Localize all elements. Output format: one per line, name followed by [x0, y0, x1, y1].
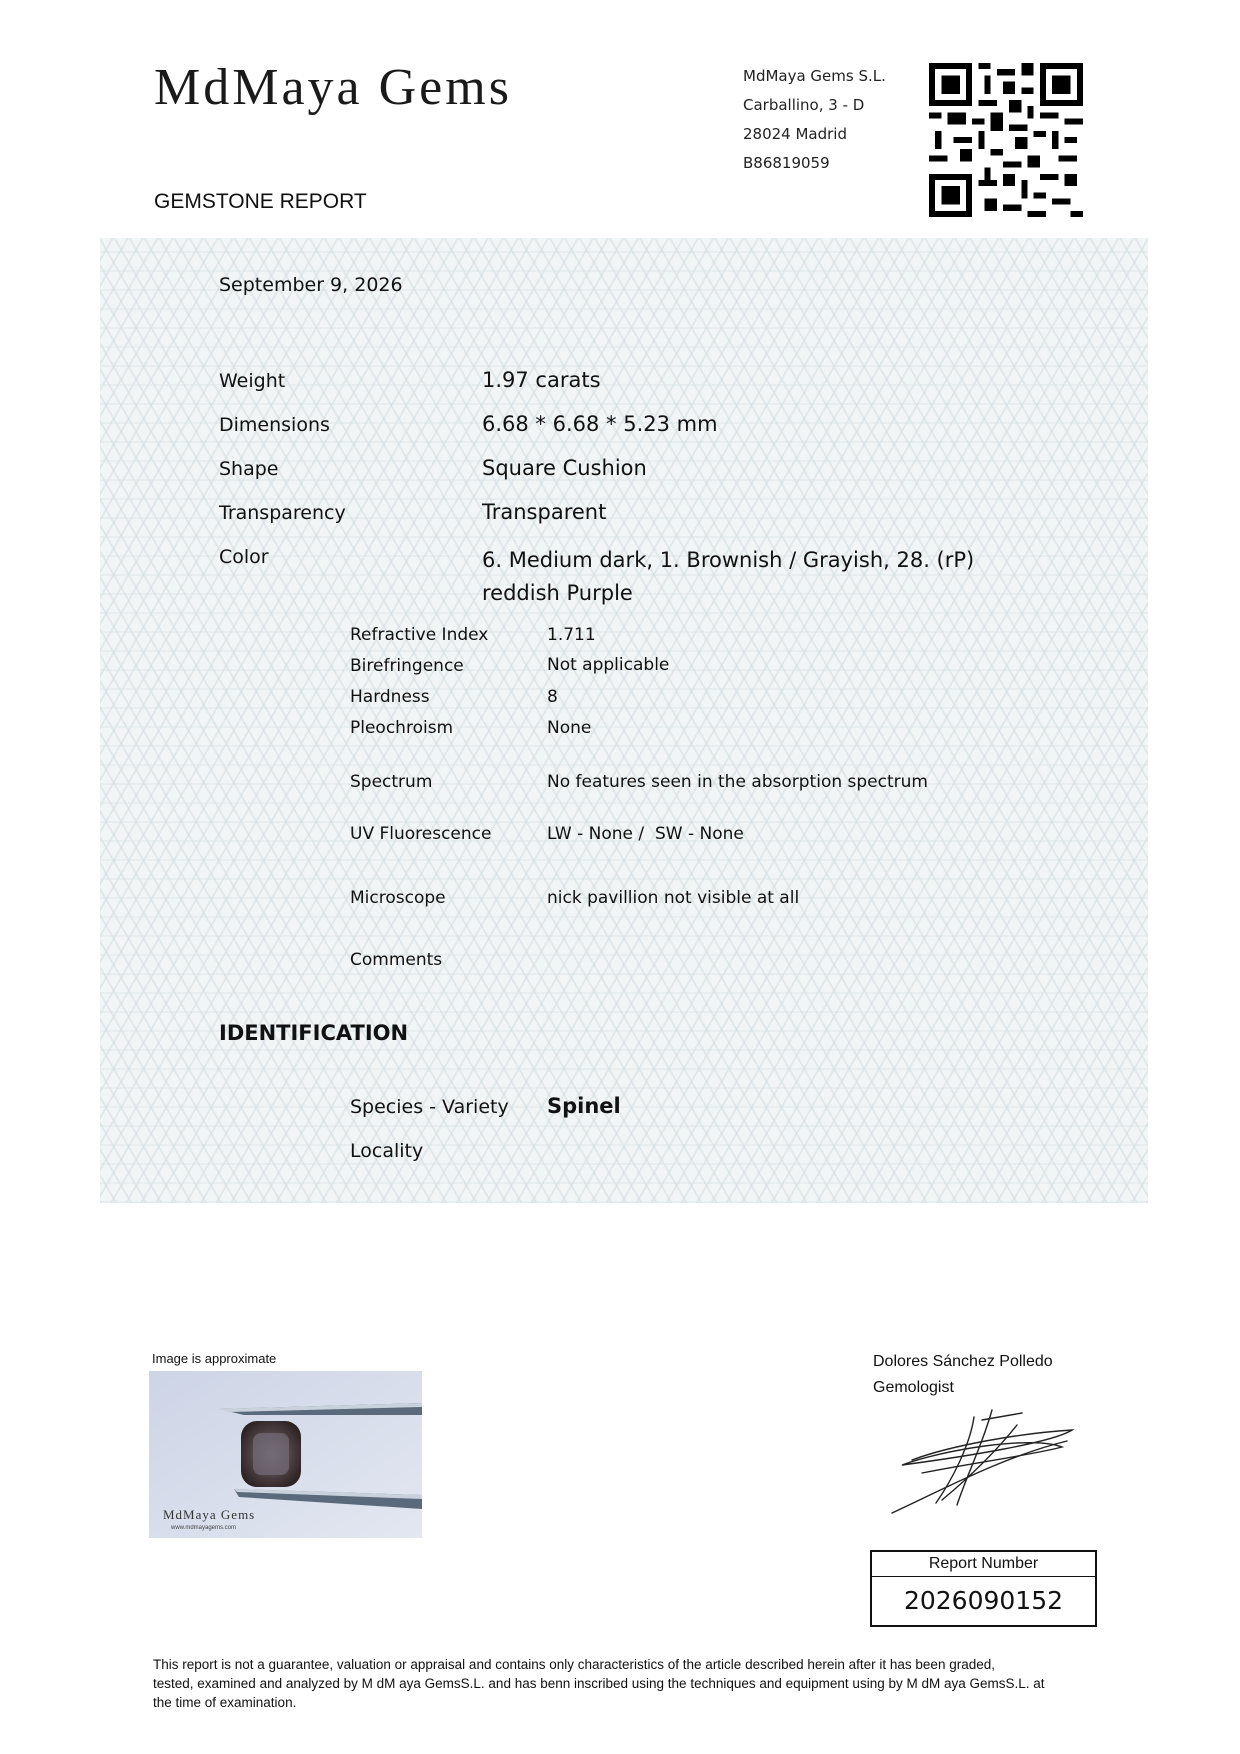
hardness-label: Hardness [350, 687, 430, 707]
disclaimer-line-1: This report is not a guarantee, valuation or appraisal and contains only characteristics of the article described herein after it has been graded, [153, 1657, 995, 1672]
locality-label: Locality [350, 1140, 424, 1162]
pleochroism-label: Pleochroism [350, 718, 454, 738]
species-variety-value: Spinel [547, 1094, 621, 1118]
disclaimer-line-3: the time of examination. [153, 1695, 297, 1710]
gemologist-name: Dolores Sánchez Polledo [873, 1353, 1053, 1370]
report-date: September 9, 2026 [219, 274, 403, 296]
uv-fluorescence-label: UV Fluorescence [350, 824, 492, 844]
comments-label: Comments [350, 950, 443, 970]
color-label: Color [219, 546, 269, 568]
report-number-box [870, 1550, 1097, 1627]
spectrum-label: Spectrum [350, 772, 433, 792]
color-value [482, 544, 1042, 610]
photo-url-text: www.mdmayagems.com [171, 1525, 237, 1531]
report-number-value: 2026090152 [903, 1586, 1064, 1615]
company-tax-id: B86819059 [743, 154, 830, 172]
gemstone-photo [149, 1371, 422, 1538]
weight-label: Weight [219, 370, 286, 392]
company-address [743, 62, 886, 178]
birefringence-value: Not applicable [547, 655, 670, 675]
microscope-value: nick pavillion not visible at all [547, 888, 800, 908]
hardness-value: 8 [547, 687, 558, 707]
shape-label: Shape [219, 458, 279, 480]
report-title: GEMSTONE REPORT [154, 190, 367, 213]
transparency-label: Transparency [219, 502, 346, 524]
transparency-value: Transparent [482, 500, 607, 524]
species-variety-label: Species - Variety [350, 1096, 509, 1118]
color-value-line2: reddish Purple [482, 581, 633, 605]
gemologist-title: Gemologist [873, 1379, 954, 1396]
dimensions-label: Dimensions [219, 414, 330, 436]
refractive-index-label: Refractive Index [350, 625, 489, 645]
image-caption: Image is approximate [152, 1351, 277, 1366]
company-city: 28024 Madrid [743, 125, 847, 143]
gemologist-block [873, 1349, 1053, 1401]
shape-value: Square Cushion [482, 456, 647, 480]
spectrum-value: No features seen in the absorption spectrum [547, 772, 928, 792]
disclaimer-line-2: tested, examined and analyzed by M dM aya GemsS.L. and has benn inscribed using the techniques and equipment using by M dM aya GemsS.L. at [153, 1676, 1045, 1691]
gemologist-signature [882, 1405, 1082, 1525]
color-value-line1: 6. Medium dark, 1. Brownish / Grayish, 28. (rP) [482, 548, 975, 572]
company-logo: MdMaya Gems [154, 59, 512, 116]
refractive-index-value: 1.711 [547, 625, 596, 645]
pleochroism-value: None [547, 718, 592, 738]
weight-value: 1.97 carats [482, 368, 601, 392]
dimensions-value: 6.68 * 6.68 * 5.23 mm [482, 412, 718, 436]
company-street: Carballino, 3 - D [743, 96, 865, 114]
company-name: MdMaya Gems S.L. [743, 67, 886, 85]
identification-heading: IDENTIFICATION [219, 1021, 409, 1045]
qr-code-icon [929, 63, 1083, 217]
uv-fluorescence-value: LW - None / SW - None [547, 824, 744, 844]
disclaimer-text [153, 1655, 1093, 1712]
microscope-label: Microscope [350, 888, 446, 908]
report-number-label: Report Number [872, 1552, 1095, 1577]
photo-logo-text: MdMaya Gems [163, 1507, 256, 1522]
birefringence-label: Birefringence [350, 656, 464, 676]
